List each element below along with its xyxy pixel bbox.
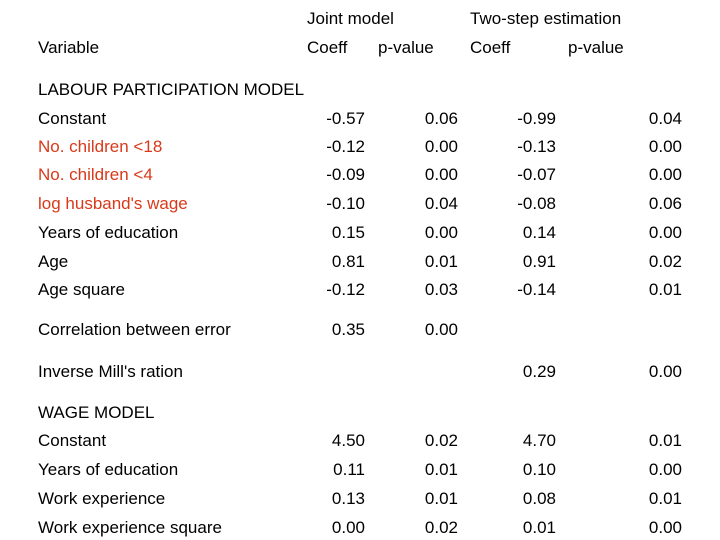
row-label: Work experience <box>38 489 166 508</box>
joint-pvalue-cell: 0.01 <box>424 489 458 508</box>
joint-coeff-cell: 4.50 <box>331 431 365 450</box>
wage-section-title: WAGE MODEL <box>38 403 155 422</box>
row-label: Age <box>38 252 69 271</box>
two-step-pvalue-cell: 0.01 <box>648 431 682 450</box>
joint-coeff-cell: 0.00 <box>331 518 365 537</box>
variable-header: Variable <box>38 38 100 57</box>
joint-coeff-cell: -0.12 <box>326 137 365 156</box>
row-label: Constant <box>38 109 107 128</box>
two-step-pvalue-cell: 0.00 <box>648 518 682 537</box>
joint-pvalue-cell: 0.04 <box>424 194 458 213</box>
two-step-pvalue-cell: 0.00 <box>648 223 682 242</box>
joint-pvalue-cell: 0.03 <box>424 280 458 299</box>
two-step-coeff-cell: -0.14 <box>517 280 556 299</box>
joint-coeff-cell: 0.15 <box>331 223 365 242</box>
row-label: No. children <18 <box>38 137 163 156</box>
row-label: Inverse Mill's ration <box>38 362 183 381</box>
joint-pvalue-cell: 0.00 <box>424 165 458 184</box>
joint-pvalue-cell: 0.00 <box>424 137 458 156</box>
two-step-pvalue-cell: 0.02 <box>648 252 682 271</box>
joint-coeff-cell: -0.09 <box>326 165 365 184</box>
labour-section-title: LABOUR PARTICIPATION MODEL <box>38 80 305 99</box>
row-label: Age square <box>38 280 125 299</box>
two-step-coeff-cell: 0.29 <box>522 362 556 381</box>
two-step-pvalue-cell: 0.01 <box>648 489 682 508</box>
two-step-pvalue-cell: 0.00 <box>648 165 682 184</box>
row-label: Constant <box>38 431 107 450</box>
row-label: log husband's wage <box>38 194 188 213</box>
two-step-pvalue-cell: 0.00 <box>648 460 682 479</box>
two-step-pvalue-cell: 0.00 <box>648 362 682 381</box>
joint-pvalue-cell: 0.01 <box>424 460 458 479</box>
joint-coeff-cell: -0.12 <box>326 280 365 299</box>
two-step-pvalue-cell: 0.04 <box>648 109 682 128</box>
joint-pvalue-cell: 0.01 <box>424 252 458 271</box>
two-step-header: Two-step estimation <box>470 9 622 28</box>
joint-model-header: Joint model <box>307 9 394 28</box>
two-step-coeff-cell: -0.08 <box>517 194 556 213</box>
joint-pvalue-cell: 0.00 <box>424 320 458 339</box>
joint-pvalue-cell: 0.02 <box>424 431 458 450</box>
row-label: Years of education <box>38 460 179 479</box>
row-label: Correlation between error <box>38 320 231 339</box>
row-label: Years of education <box>38 223 179 242</box>
two-step-coeff-cell: -0.07 <box>517 165 556 184</box>
joint-pvalue-header: p-value <box>378 38 434 57</box>
two-step-coeff-cell: 0.01 <box>522 518 556 537</box>
joint-coeff-cell: 0.13 <box>331 489 365 508</box>
joint-coeff-cell: -0.10 <box>326 194 365 213</box>
joint-coeff-cell: 0.35 <box>331 320 365 339</box>
two-step-coeff-cell: 0.91 <box>522 252 556 271</box>
joint-pvalue-cell: 0.02 <box>424 518 458 537</box>
joint-coeff-cell: -0.57 <box>326 109 365 128</box>
two-step-coeff-cell: -0.13 <box>517 137 556 156</box>
joint-pvalue-cell: 0.06 <box>424 109 458 128</box>
joint-coeff-cell: 0.11 <box>333 460 365 479</box>
two-step-coeff-header: Coeff <box>470 38 511 57</box>
two-step-coeff-cell: 0.08 <box>522 489 556 508</box>
two-step-pvalue-cell: 0.01 <box>648 280 682 299</box>
two-step-coeff-cell: -0.99 <box>517 109 556 128</box>
two-step-pvalue-cell: 0.00 <box>648 137 682 156</box>
row-label: Work experience square <box>38 518 222 537</box>
two-step-coeff-cell: 0.10 <box>522 460 556 479</box>
two-step-coeff-cell: 0.14 <box>522 223 556 242</box>
two-step-coeff-cell: 4.70 <box>522 431 556 450</box>
two-step-pvalue-cell: 0.06 <box>648 194 682 213</box>
joint-coeff-cell: 0.81 <box>331 252 365 271</box>
row-label: No. children <4 <box>38 165 153 184</box>
joint-coeff-header: Coeff <box>307 38 348 57</box>
joint-pvalue-cell: 0.00 <box>424 223 458 242</box>
two-step-pvalue-header: p-value <box>568 38 624 57</box>
